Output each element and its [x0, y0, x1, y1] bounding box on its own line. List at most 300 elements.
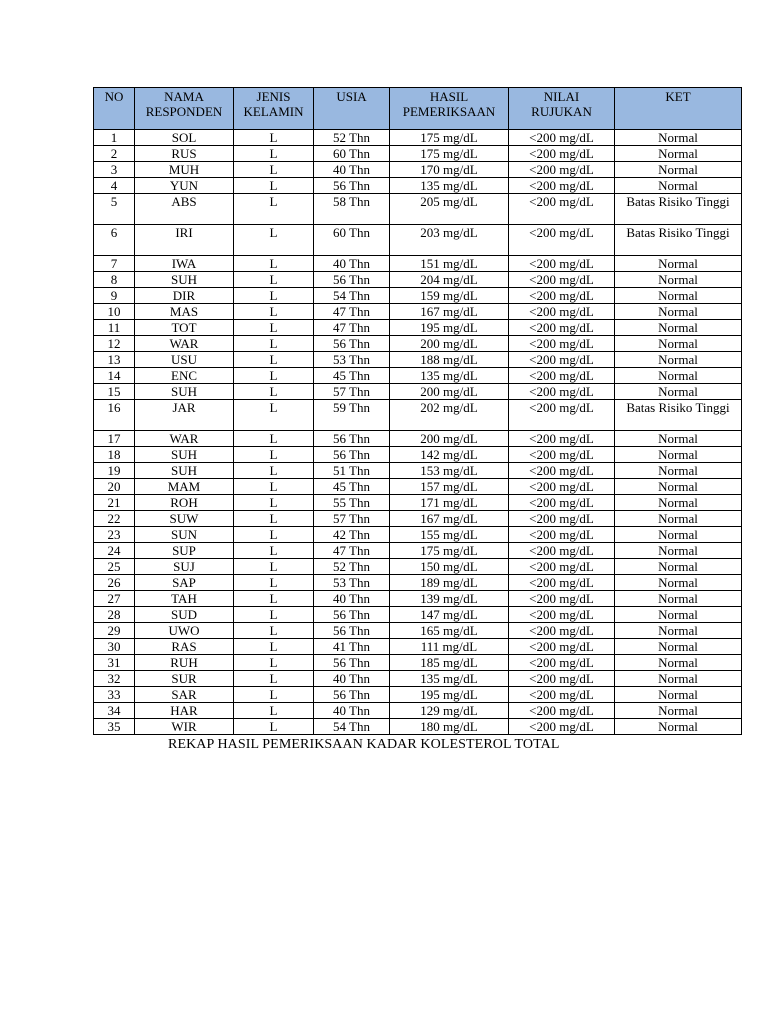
- table-row: [94, 288, 742, 304]
- cell-usia: 56 Thn: [314, 178, 390, 194]
- cell-ket: Normal: [615, 272, 742, 288]
- cell-usia: 60 Thn: [314, 225, 390, 256]
- cell-hasil: 142 mg/dL: [390, 447, 509, 463]
- cell-ket: Normal: [615, 146, 742, 162]
- cell-no: 34: [94, 703, 135, 719]
- table-row: [94, 352, 742, 368]
- cholesterol-table: [93, 87, 742, 735]
- cell-jenis-kelamin: L: [234, 431, 314, 447]
- cell-ket: Normal: [615, 543, 742, 559]
- cell-hasil: 129 mg/dL: [390, 703, 509, 719]
- cell-jenis-kelamin: L: [234, 162, 314, 178]
- cell-no: 10: [94, 304, 135, 320]
- cell-jenis-kelamin: L: [234, 575, 314, 591]
- cell-usia: 56 Thn: [314, 336, 390, 352]
- cell-hasil: 188 mg/dL: [390, 352, 509, 368]
- cell-jenis-kelamin: L: [234, 607, 314, 623]
- header-hasil-pemeriksaan: [390, 88, 509, 130]
- cell-usia: 40 Thn: [314, 703, 390, 719]
- cell-no: 21: [94, 495, 135, 511]
- cell-nama: RAS: [135, 639, 234, 655]
- cell-usia: 45 Thn: [314, 368, 390, 384]
- cell-no: 25: [94, 559, 135, 575]
- cell-usia: 55 Thn: [314, 495, 390, 511]
- cell-usia: 51 Thn: [314, 463, 390, 479]
- table-row: [94, 639, 742, 655]
- cell-nilai-rujukan: <200 mg/dL: [509, 352, 615, 368]
- cell-nama: ABS: [135, 194, 234, 225]
- cell-jenis-kelamin: L: [234, 288, 314, 304]
- header-text: JENIS: [256, 89, 291, 104]
- cell-jenis-kelamin: L: [234, 479, 314, 495]
- header-text: RESPONDEN: [145, 104, 223, 119]
- cell-ket: Batas Risiko Tinggi: [615, 194, 742, 225]
- table-row: [94, 225, 742, 256]
- cell-usia: 47 Thn: [314, 320, 390, 336]
- header-text: USIA: [336, 89, 367, 104]
- cell-usia: 40 Thn: [314, 671, 390, 687]
- cell-nilai-rujukan: <200 mg/dL: [509, 575, 615, 591]
- cell-nilai-rujukan: <200 mg/dL: [509, 447, 615, 463]
- cell-usia: 56 Thn: [314, 623, 390, 639]
- table-body: [94, 130, 742, 735]
- header-usia: [314, 88, 390, 130]
- cell-nilai-rujukan: <200 mg/dL: [509, 559, 615, 575]
- cell-ket: Normal: [615, 178, 742, 194]
- cell-jenis-kelamin: L: [234, 719, 314, 735]
- cell-ket: Normal: [615, 623, 742, 639]
- cell-jenis-kelamin: L: [234, 495, 314, 511]
- cell-nilai-rujukan: <200 mg/dL: [509, 194, 615, 225]
- cell-nama: SOL: [135, 130, 234, 146]
- cell-nama: ENC: [135, 368, 234, 384]
- cell-usia: 41 Thn: [314, 639, 390, 655]
- cell-nilai-rujukan: <200 mg/dL: [509, 320, 615, 336]
- table-row: [94, 719, 742, 735]
- header-ket: [615, 88, 742, 130]
- cell-nama: SUW: [135, 511, 234, 527]
- cell-hasil: 155 mg/dL: [390, 527, 509, 543]
- cell-ket: Normal: [615, 336, 742, 352]
- cell-no: 14: [94, 368, 135, 384]
- cell-nama: RUS: [135, 146, 234, 162]
- cell-no: 6: [94, 225, 135, 256]
- cell-hasil: 189 mg/dL: [390, 575, 509, 591]
- cell-hasil: 151 mg/dL: [390, 256, 509, 272]
- cell-ket: Normal: [615, 479, 742, 495]
- cell-nama: WAR: [135, 431, 234, 447]
- cell-usia: 58 Thn: [314, 194, 390, 225]
- cell-usia: 56 Thn: [314, 431, 390, 447]
- cell-ket: Normal: [615, 511, 742, 527]
- table-caption: REKAP HASIL PEMERIKSAAN KADAR KOLESTEROL TOTAL: [168, 737, 560, 752]
- table-row: [94, 543, 742, 559]
- cell-nilai-rujukan: <200 mg/dL: [509, 511, 615, 527]
- table-row: [94, 272, 742, 288]
- cell-nama: SUH: [135, 384, 234, 400]
- header-no: [94, 88, 135, 130]
- table-row: [94, 162, 742, 178]
- table-row: [94, 146, 742, 162]
- cell-ket: Normal: [615, 559, 742, 575]
- cell-ket: Normal: [615, 162, 742, 178]
- cell-nilai-rujukan: <200 mg/dL: [509, 479, 615, 495]
- cell-nilai-rujukan: <200 mg/dL: [509, 431, 615, 447]
- header-text: NILAI: [543, 89, 580, 104]
- cell-hasil: 157 mg/dL: [390, 479, 509, 495]
- table-row: [94, 256, 742, 272]
- cell-usia: 45 Thn: [314, 479, 390, 495]
- cell-ket: Normal: [615, 352, 742, 368]
- cell-no: 32: [94, 671, 135, 687]
- cell-nilai-rujukan: <200 mg/dL: [509, 623, 615, 639]
- cell-nilai-rujukan: <200 mg/dL: [509, 591, 615, 607]
- cell-hasil: 135 mg/dL: [390, 671, 509, 687]
- cell-jenis-kelamin: L: [234, 130, 314, 146]
- cell-usia: 52 Thn: [314, 130, 390, 146]
- cell-jenis-kelamin: L: [234, 320, 314, 336]
- cell-no: 17: [94, 431, 135, 447]
- cell-ket: Normal: [615, 130, 742, 146]
- cell-nilai-rujukan: <200 mg/dL: [509, 655, 615, 671]
- cell-hasil: 200 mg/dL: [390, 384, 509, 400]
- table-row: [94, 591, 742, 607]
- cell-hasil: 139 mg/dL: [390, 591, 509, 607]
- cell-usia: 53 Thn: [314, 575, 390, 591]
- cell-nilai-rujukan: <200 mg/dL: [509, 703, 615, 719]
- header-nilai-rujukan: [509, 88, 615, 130]
- cell-jenis-kelamin: L: [234, 687, 314, 703]
- cell-nama: SUP: [135, 543, 234, 559]
- cell-no: 28: [94, 607, 135, 623]
- cell-nama: SUR: [135, 671, 234, 687]
- table-row: [94, 194, 742, 225]
- table-row: [94, 655, 742, 671]
- cell-ket: Normal: [615, 591, 742, 607]
- cell-nama: HAR: [135, 703, 234, 719]
- cell-no: 22: [94, 511, 135, 527]
- cell-jenis-kelamin: L: [234, 543, 314, 559]
- cell-usia: 56 Thn: [314, 272, 390, 288]
- cell-hasil: 111 mg/dL: [390, 639, 509, 655]
- cell-jenis-kelamin: L: [234, 400, 314, 431]
- cell-nama: MAM: [135, 479, 234, 495]
- cell-ket: Normal: [615, 607, 742, 623]
- cell-ket: Normal: [615, 687, 742, 703]
- cell-usia: 54 Thn: [314, 719, 390, 735]
- cell-nama: DIR: [135, 288, 234, 304]
- cell-no: 19: [94, 463, 135, 479]
- cell-nama: SUH: [135, 272, 234, 288]
- header-nama-responden: [135, 88, 234, 130]
- cell-no: 9: [94, 288, 135, 304]
- table-row: [94, 463, 742, 479]
- cell-nilai-rujukan: <200 mg/dL: [509, 288, 615, 304]
- cell-no: 30: [94, 639, 135, 655]
- cell-nama: WAR: [135, 336, 234, 352]
- cell-nilai-rujukan: <200 mg/dL: [509, 687, 615, 703]
- cell-hasil: 175 mg/dL: [390, 146, 509, 162]
- cell-usia: 52 Thn: [314, 559, 390, 575]
- cell-nama: UWO: [135, 623, 234, 639]
- cell-hasil: 195 mg/dL: [390, 687, 509, 703]
- cell-jenis-kelamin: L: [234, 463, 314, 479]
- cell-usia: 47 Thn: [314, 304, 390, 320]
- cell-ket: Normal: [615, 719, 742, 735]
- cell-hasil: 180 mg/dL: [390, 719, 509, 735]
- cell-ket: Normal: [615, 320, 742, 336]
- cell-no: 24: [94, 543, 135, 559]
- table-row: [94, 447, 742, 463]
- cell-nama: ROH: [135, 495, 234, 511]
- cell-jenis-kelamin: L: [234, 146, 314, 162]
- cell-hasil: 195 mg/dL: [390, 320, 509, 336]
- cell-nilai-rujukan: <200 mg/dL: [509, 225, 615, 256]
- cell-hasil: 204 mg/dL: [390, 272, 509, 288]
- cell-nilai-rujukan: <200 mg/dL: [509, 543, 615, 559]
- cell-no: 33: [94, 687, 135, 703]
- header-text: NAMA: [164, 89, 204, 104]
- header-text: HASIL: [429, 89, 469, 104]
- cell-jenis-kelamin: L: [234, 194, 314, 225]
- cell-jenis-kelamin: L: [234, 272, 314, 288]
- cell-hasil: 167 mg/dL: [390, 304, 509, 320]
- table-row: [94, 703, 742, 719]
- cell-nilai-rujukan: <200 mg/dL: [509, 384, 615, 400]
- cell-nama: TAH: [135, 591, 234, 607]
- cell-usia: 56 Thn: [314, 607, 390, 623]
- cell-nama: USU: [135, 352, 234, 368]
- cell-hasil: 205 mg/dL: [390, 194, 509, 225]
- table-row: [94, 623, 742, 639]
- cell-hasil: 170 mg/dL: [390, 162, 509, 178]
- table-row: [94, 607, 742, 623]
- table-row: [94, 336, 742, 352]
- cell-nilai-rujukan: <200 mg/dL: [509, 178, 615, 194]
- cell-usia: 59 Thn: [314, 400, 390, 431]
- cell-nilai-rujukan: <200 mg/dL: [509, 719, 615, 735]
- cell-ket: Normal: [615, 527, 742, 543]
- table-row: [94, 384, 742, 400]
- cell-nilai-rujukan: <200 mg/dL: [509, 527, 615, 543]
- cell-usia: 56 Thn: [314, 655, 390, 671]
- cell-jenis-kelamin: L: [234, 511, 314, 527]
- cell-jenis-kelamin: L: [234, 591, 314, 607]
- cell-usia: 53 Thn: [314, 352, 390, 368]
- cell-jenis-kelamin: L: [234, 225, 314, 256]
- cell-jenis-kelamin: L: [234, 352, 314, 368]
- header-jenis-kelamin: [234, 88, 314, 130]
- cell-usia: 60 Thn: [314, 146, 390, 162]
- table-row: [94, 495, 742, 511]
- cell-nama: SUH: [135, 447, 234, 463]
- cell-usia: 40 Thn: [314, 256, 390, 272]
- cell-no: 29: [94, 623, 135, 639]
- table-row: [94, 400, 742, 431]
- cell-nilai-rujukan: <200 mg/dL: [509, 256, 615, 272]
- table-row: [94, 304, 742, 320]
- cell-no: 20: [94, 479, 135, 495]
- cell-nama: SUJ: [135, 559, 234, 575]
- cell-usia: 40 Thn: [314, 591, 390, 607]
- cell-usia: 42 Thn: [314, 527, 390, 543]
- cell-jenis-kelamin: L: [234, 639, 314, 655]
- cell-ket: Normal: [615, 256, 742, 272]
- cell-nama: YUN: [135, 178, 234, 194]
- cell-no: 8: [94, 272, 135, 288]
- cell-hasil: 171 mg/dL: [390, 495, 509, 511]
- cell-nilai-rujukan: <200 mg/dL: [509, 463, 615, 479]
- cell-no: 18: [94, 447, 135, 463]
- cell-hasil: 165 mg/dL: [390, 623, 509, 639]
- cell-usia: 40 Thn: [314, 162, 390, 178]
- cell-no: 11: [94, 320, 135, 336]
- cell-ket: Normal: [615, 703, 742, 719]
- cell-ket: Normal: [615, 671, 742, 687]
- table-row: [94, 527, 742, 543]
- cell-usia: 47 Thn: [314, 543, 390, 559]
- cell-jenis-kelamin: L: [234, 623, 314, 639]
- cell-nilai-rujukan: <200 mg/dL: [509, 671, 615, 687]
- cell-nama: SUD: [135, 607, 234, 623]
- cell-jenis-kelamin: L: [234, 559, 314, 575]
- cell-nama: RUH: [135, 655, 234, 671]
- cell-jenis-kelamin: L: [234, 527, 314, 543]
- cell-no: 3: [94, 162, 135, 178]
- table-row: [94, 575, 742, 591]
- cell-nama: MUH: [135, 162, 234, 178]
- cell-nilai-rujukan: <200 mg/dL: [509, 130, 615, 146]
- cell-no: 31: [94, 655, 135, 671]
- cell-nilai-rujukan: <200 mg/dL: [509, 495, 615, 511]
- cell-hasil: 147 mg/dL: [390, 607, 509, 623]
- cell-nilai-rujukan: <200 mg/dL: [509, 146, 615, 162]
- cell-usia: 56 Thn: [314, 687, 390, 703]
- cell-nilai-rujukan: <200 mg/dL: [509, 304, 615, 320]
- cell-no: 13: [94, 352, 135, 368]
- cell-ket: Normal: [615, 495, 742, 511]
- cell-no: 12: [94, 336, 135, 352]
- cell-hasil: 203 mg/dL: [390, 225, 509, 256]
- cell-nilai-rujukan: <200 mg/dL: [509, 336, 615, 352]
- cell-nilai-rujukan: <200 mg/dL: [509, 400, 615, 431]
- cell-nama: SUH: [135, 463, 234, 479]
- table-row: [94, 178, 742, 194]
- cell-ket: Normal: [615, 447, 742, 463]
- table-row: [94, 479, 742, 495]
- cell-jenis-kelamin: L: [234, 178, 314, 194]
- cell-ket: Normal: [615, 431, 742, 447]
- table-row: [94, 368, 742, 384]
- header-text: NO: [104, 89, 124, 104]
- cell-nama: SUN: [135, 527, 234, 543]
- table-header-row: [94, 88, 742, 130]
- table-row: [94, 687, 742, 703]
- cell-nilai-rujukan: <200 mg/dL: [509, 162, 615, 178]
- cell-ket: Batas Risiko Tinggi: [615, 400, 742, 431]
- cell-no: 7: [94, 256, 135, 272]
- cell-hasil: 167 mg/dL: [390, 511, 509, 527]
- cell-nama: WIR: [135, 719, 234, 735]
- cell-hasil: 200 mg/dL: [390, 431, 509, 447]
- table-row: [94, 130, 742, 146]
- cell-jenis-kelamin: L: [234, 703, 314, 719]
- cell-no: 15: [94, 384, 135, 400]
- cell-jenis-kelamin: L: [234, 368, 314, 384]
- cell-no: 16: [94, 400, 135, 431]
- cell-no: 35: [94, 719, 135, 735]
- cell-ket: Normal: [615, 463, 742, 479]
- cell-jenis-kelamin: L: [234, 447, 314, 463]
- cell-no: 27: [94, 591, 135, 607]
- cell-no: 4: [94, 178, 135, 194]
- cell-jenis-kelamin: L: [234, 671, 314, 687]
- cell-jenis-kelamin: L: [234, 256, 314, 272]
- cell-hasil: 153 mg/dL: [390, 463, 509, 479]
- cell-ket: Normal: [615, 655, 742, 671]
- cell-nama: TOT: [135, 320, 234, 336]
- cell-hasil: 150 mg/dL: [390, 559, 509, 575]
- header-text: RUJUKAN: [531, 104, 592, 119]
- cell-ket: Normal: [615, 384, 742, 400]
- table-row: [94, 431, 742, 447]
- cell-usia: 57 Thn: [314, 511, 390, 527]
- cell-ket: Normal: [615, 368, 742, 384]
- table-row: [94, 559, 742, 575]
- cell-nilai-rujukan: <200 mg/dL: [509, 272, 615, 288]
- cell-usia: 54 Thn: [314, 288, 390, 304]
- cell-nama: JAR: [135, 400, 234, 431]
- cell-hasil: 135 mg/dL: [390, 178, 509, 194]
- header-text: KELAMIN: [243, 104, 304, 119]
- cell-hasil: 185 mg/dL: [390, 655, 509, 671]
- cell-hasil: 200 mg/dL: [390, 336, 509, 352]
- cell-nilai-rujukan: <200 mg/dL: [509, 607, 615, 623]
- cell-nama: IRI: [135, 225, 234, 256]
- cell-jenis-kelamin: L: [234, 655, 314, 671]
- cell-no: 1: [94, 130, 135, 146]
- cell-nama: IWA: [135, 256, 234, 272]
- cell-hasil: 175 mg/dL: [390, 543, 509, 559]
- cell-nama: SAR: [135, 687, 234, 703]
- table-row: [94, 511, 742, 527]
- cell-jenis-kelamin: L: [234, 304, 314, 320]
- cell-jenis-kelamin: L: [234, 384, 314, 400]
- cell-nama: MAS: [135, 304, 234, 320]
- header-text: KET: [665, 89, 691, 104]
- cell-usia: 57 Thn: [314, 384, 390, 400]
- cell-ket: Normal: [615, 575, 742, 591]
- cell-ket: Batas Risiko Tinggi: [615, 225, 742, 256]
- cell-usia: 56 Thn: [314, 447, 390, 463]
- cell-ket: Normal: [615, 639, 742, 655]
- cell-hasil: 135 mg/dL: [390, 368, 509, 384]
- cell-nilai-rujukan: <200 mg/dL: [509, 639, 615, 655]
- cell-no: 23: [94, 527, 135, 543]
- cell-ket: Normal: [615, 288, 742, 304]
- table-row: [94, 671, 742, 687]
- table-row: [94, 320, 742, 336]
- cell-hasil: 202 mg/dL: [390, 400, 509, 431]
- cell-jenis-kelamin: L: [234, 336, 314, 352]
- cell-nilai-rujukan: <200 mg/dL: [509, 368, 615, 384]
- cell-no: 5: [94, 194, 135, 225]
- cell-hasil: 159 mg/dL: [390, 288, 509, 304]
- header-text: PEMERIKSAAN: [402, 104, 496, 119]
- cell-hasil: 175 mg/dL: [390, 130, 509, 146]
- cell-no: 26: [94, 575, 135, 591]
- cell-nama: SAP: [135, 575, 234, 591]
